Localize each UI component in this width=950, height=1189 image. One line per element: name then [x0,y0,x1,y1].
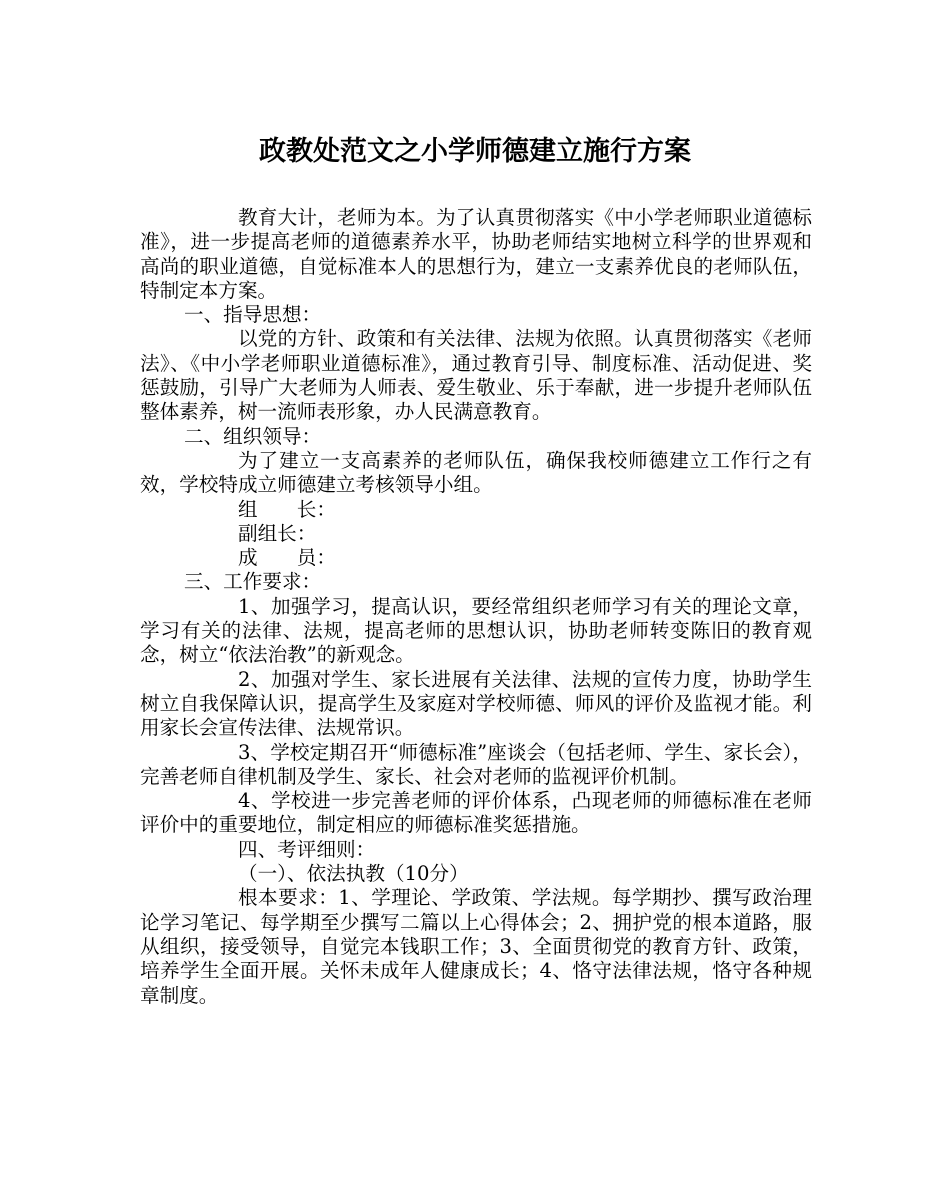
organization-paragraph: 为了建立一支高素养的老师队伍，确保我校师德建立工作行之有效，学校特成立师德建立考核领导小组。 [140,448,812,497]
section-heading-evaluation: 四、考评细则： [238,837,376,861]
section-heading-guiding-ideology: 一、指导思想： [184,303,322,327]
guiding-ideology-paragraph: 以党的方针、政策和有关法律、法规为依照。认真贯彻落实《老师法》、《中小学老师职业道德标准》，通过教育引导、制度标准、活动促进、奖惩鼓励，引导广大老师为人师表、爱生敬业、乐于奉献，进一步提升老师队伍整体素养，树一流师表形象，办人民满意教育。 [140,327,812,424]
subsection-heading-lawful-teaching: （一）、依法执教（10分） [238,862,469,886]
members-line: 成 员： [238,546,336,570]
document-title: 政教处范文之小学师德建立施行方案 [259,136,691,167]
document-body [140,206,812,1008]
section-heading-work-requirements: 三、工作要求： [184,570,322,594]
requirement-item-3: 3、学校定期召开“师德标准”座谈会（包括老师、学生、家长会），完善老师自律机制及学生、家长、社会对老师的监视评价机制。 [140,740,812,788]
basic-requirements-paragraph: 根本要求：1、学理论、学政策、学法规。每学期抄、撰写政治理论学习笔记、每学期至少撰写二篇以上心得体会；2、拥护党的根本道路，服从组织，接受领导，自觉完本钱职工作；3、全面贯彻党的教育方针、政策，培养学生全面开展。关怀未成年人健康成长；4、恪守法律法规，恪守各种规章制度。 [140,886,812,1007]
deputy-leader-line: 副组长： [238,521,317,545]
requirement-item-1: 1、加强学习，提高认识，要经常组织老师学习有关的理论文章，学习有关的法律、法规，提高老师的思想认识，协助老师转变陈旧的教育观念，树立“依法治教”的新观念。 [140,594,812,667]
intro-paragraph: 教育大计，老师为本。为了认真贯彻落实《中小学老师职业道德标准》，进一步提高老师的道德素养水平，协助老师结实地树立科学的世界观和高尚的职业道德，自觉标准本人的思想行为，建立一支素养优良的老师队伍，特制定本方案。 [140,206,812,302]
section-heading-organization: 二、组织领导： [184,424,322,448]
group-leader-line: 组 长： [238,497,336,521]
requirement-item-4: 4、学校进一步完善老师的评价体系，凸现老师的师德标准在老师评价中的重要地位，制定相应的师德标准奖惩措施。 [140,789,812,837]
requirement-item-2: 2、加强对学生、家长进展有关法律、法规的宣传力度，协助学生树立自我保障认识，提高学生及家庭对学校师德、师风的评价及监视才能。利用家长会宣传法律、法规常识。 [140,667,812,740]
